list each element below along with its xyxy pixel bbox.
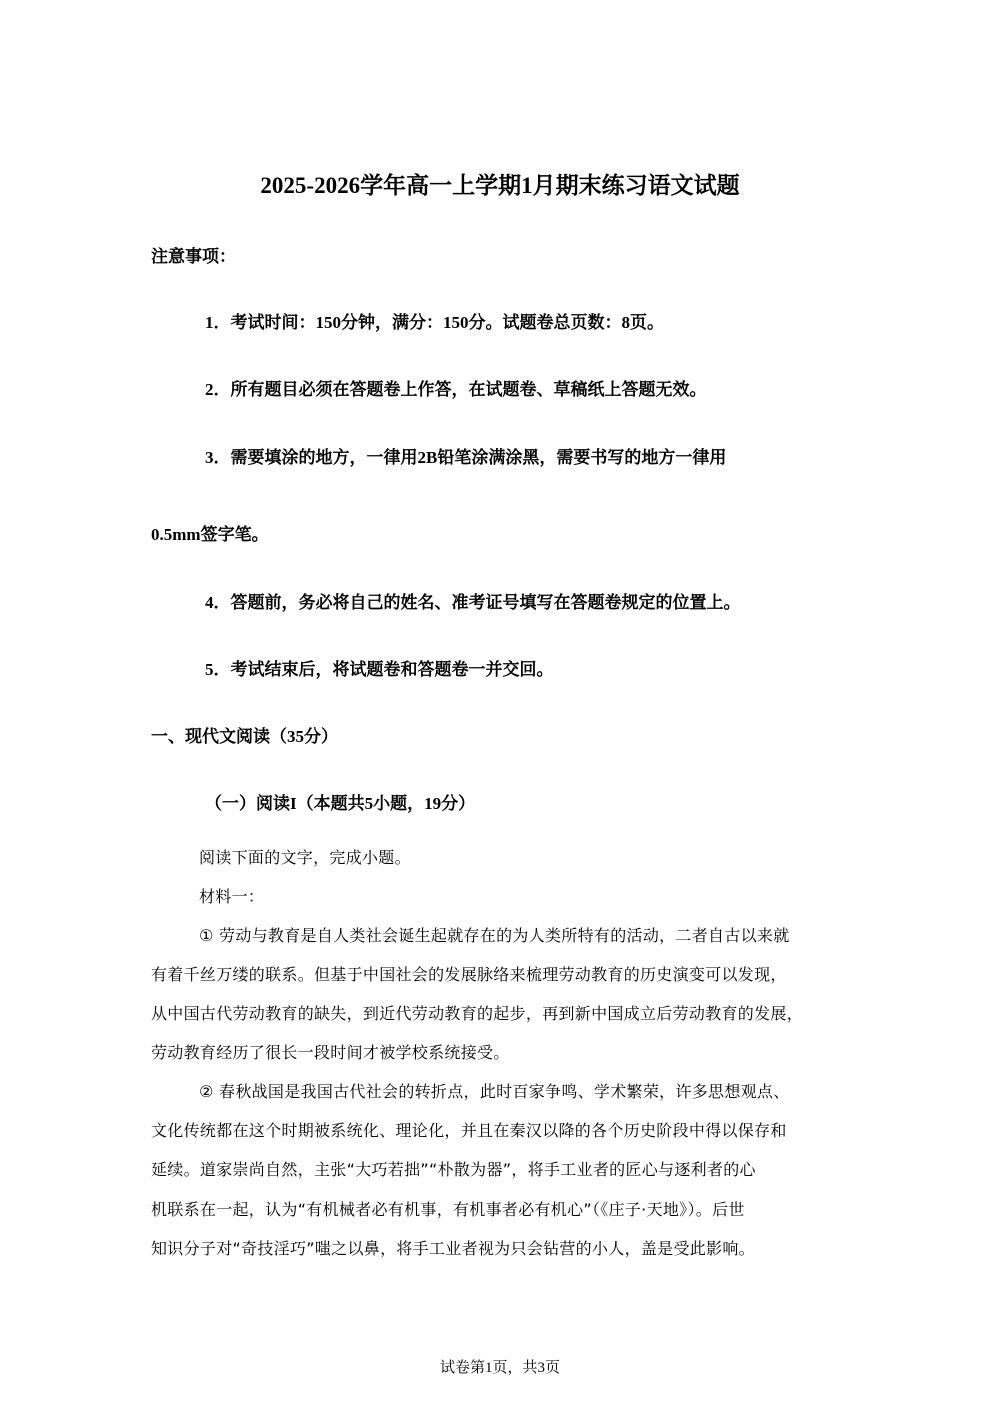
- page-footer: 试卷第1页，共3页: [439, 1360, 560, 1376]
- section-heading: 一、现代文阅读（35分）: [151, 727, 338, 746]
- paragraph-2-line: 知识分子对“奇技淫巧”嗤之以鼻，将手工业者视为只会钻营的小人，盖是受此影响。: [151, 1239, 755, 1258]
- notice-item-3: 3．需要填涂的地方，一律用2B铅笔涂满涂黑，需要书写的地方一律用: [205, 448, 727, 467]
- material-label: 材料一：: [199, 887, 265, 906]
- paragraph-2-line: 延续。道家崇尚自然，主张“大巧若拙”“朴散为器”，将手工业者的匠心与逐利者的心: [151, 1160, 756, 1179]
- paragraph-1-line: 劳动教育经历了很长一段时间才被学校系统接受。: [151, 1043, 510, 1062]
- subsection-heading: （一）阅读I（本题共5小题，19分）: [205, 794, 476, 813]
- notice-heading: 注意事项：: [151, 247, 236, 266]
- reading-instruction: 阅读下面的文字，完成小题。: [199, 848, 411, 867]
- exam-title: 2025-2026学年高一上学期1月期末练习语文试题: [260, 173, 740, 198]
- paragraph-1-line: 有着千丝万缕的联系。但基于中国社会的发展脉络来梳理劳动教育的历史演变可以发现，: [151, 965, 787, 984]
- notice-item-1: 1．考试时间：150分钟，满分：150分。试题卷总页数：8页。: [205, 313, 664, 332]
- paragraph-2-line: 机联系在一起，认为“有机械者必有机事，有机事者必有机心”（《庄子·天地》）。后世: [151, 1200, 745, 1219]
- notice-item-5: 5．考试结束后，将试题卷和答题卷一并交回。: [205, 660, 554, 679]
- paragraph-2-line: ② 春秋战国是我国古代社会的转折点，此时百家争鸣、学术繁荣，许多思想观点、: [199, 1082, 790, 1101]
- notice-item-3-continued: 0.5mm签字笔。: [151, 525, 269, 544]
- paragraph-2-line: 文化传统都在这个时期被系统化、理论化，并且在秦汉以降的各个历史阶段中得以保存和: [151, 1121, 787, 1140]
- paragraph-1-line: 从中国古代劳动教育的缺失，到近代劳动教育的起步，再到新中国成立后劳动教育的发展，: [151, 1004, 804, 1023]
- notice-item-2: 2．所有题目必须在答题卷上作答，在试题卷、草稿纸上答题无效。: [205, 380, 707, 399]
- notice-item-4: 4．答题前，务必将自己的姓名、准考证号填写在答题卷规定的位置上。: [205, 593, 741, 612]
- paragraph-1-line: ① 劳动与教育是自人类社会诞生起就存在的为人类所特有的活动，二者自古以来就: [199, 926, 790, 945]
